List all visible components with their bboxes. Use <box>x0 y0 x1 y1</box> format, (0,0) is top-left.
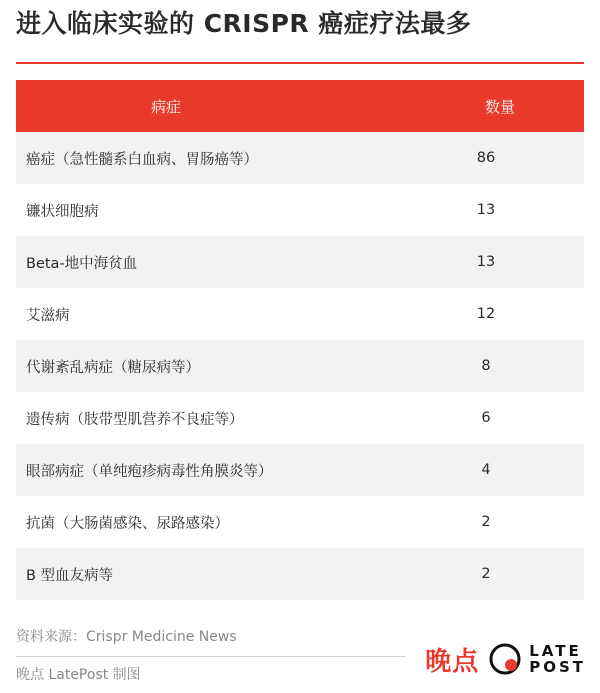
table-row <box>16 184 584 236</box>
logo-en-line1: LATE <box>529 642 582 660</box>
count-cell: 12 <box>476 306 496 322</box>
table-row <box>16 392 584 444</box>
page-title: 进入临床实验的 CRISPR 癌症疗法最多 <box>16 9 472 38</box>
credit-note: 晚点 LatePost 制图 <box>16 667 141 683</box>
count-cell: 8 <box>481 358 491 374</box>
column-header-condition: 病症 <box>150 97 181 116</box>
table-header <box>16 80 584 132</box>
count-cell: 86 <box>476 150 496 166</box>
table-row <box>16 132 584 184</box>
condition-cell: 代谢紊乱病症（糖尿病等） <box>26 359 200 376</box>
condition-cell: 镰状细胞病 <box>26 203 99 220</box>
table-row <box>16 340 584 392</box>
logo-cn-text: 晚点 <box>425 646 480 677</box>
footer-divider <box>16 656 406 657</box>
table-row <box>16 444 584 496</box>
table-body <box>16 132 584 600</box>
logo-en-line2: POST <box>529 658 586 676</box>
table-row <box>16 496 584 548</box>
column-header-count: 数量 <box>484 97 515 116</box>
logo-en-text <box>529 643 586 675</box>
count-cell: 13 <box>476 202 496 218</box>
count-cell: 6 <box>481 410 491 426</box>
condition-cell: 艾滋病 <box>26 307 70 324</box>
condition-cell: 癌症（急性髓系白血病、胃肠癌等） <box>26 151 258 168</box>
condition-cell: 遗传病（肢带型肌营养不良症等） <box>26 411 244 428</box>
data-table <box>16 80 584 600</box>
source-note: 资料来源：Crispr Medicine News <box>16 629 237 645</box>
condition-cell: 眼部病症（单纯疱疹病毒性角膜炎等） <box>26 463 273 480</box>
title-divider <box>16 62 584 64</box>
condition-cell: B 型血友病等 <box>26 567 114 584</box>
count-cell: 2 <box>481 566 491 582</box>
table-row <box>16 548 584 600</box>
count-cell: 4 <box>481 462 491 478</box>
logo-mark-icon <box>487 641 523 677</box>
count-cell: 2 <box>481 514 491 530</box>
condition-cell: 抗菌（大肠菌感染、尿路感染） <box>26 515 229 532</box>
table-row <box>16 288 584 340</box>
latepost-logo <box>425 640 586 678</box>
condition-cell: Beta-地中海贫血 <box>26 255 138 272</box>
table-row <box>16 236 584 288</box>
count-cell: 13 <box>476 254 496 270</box>
